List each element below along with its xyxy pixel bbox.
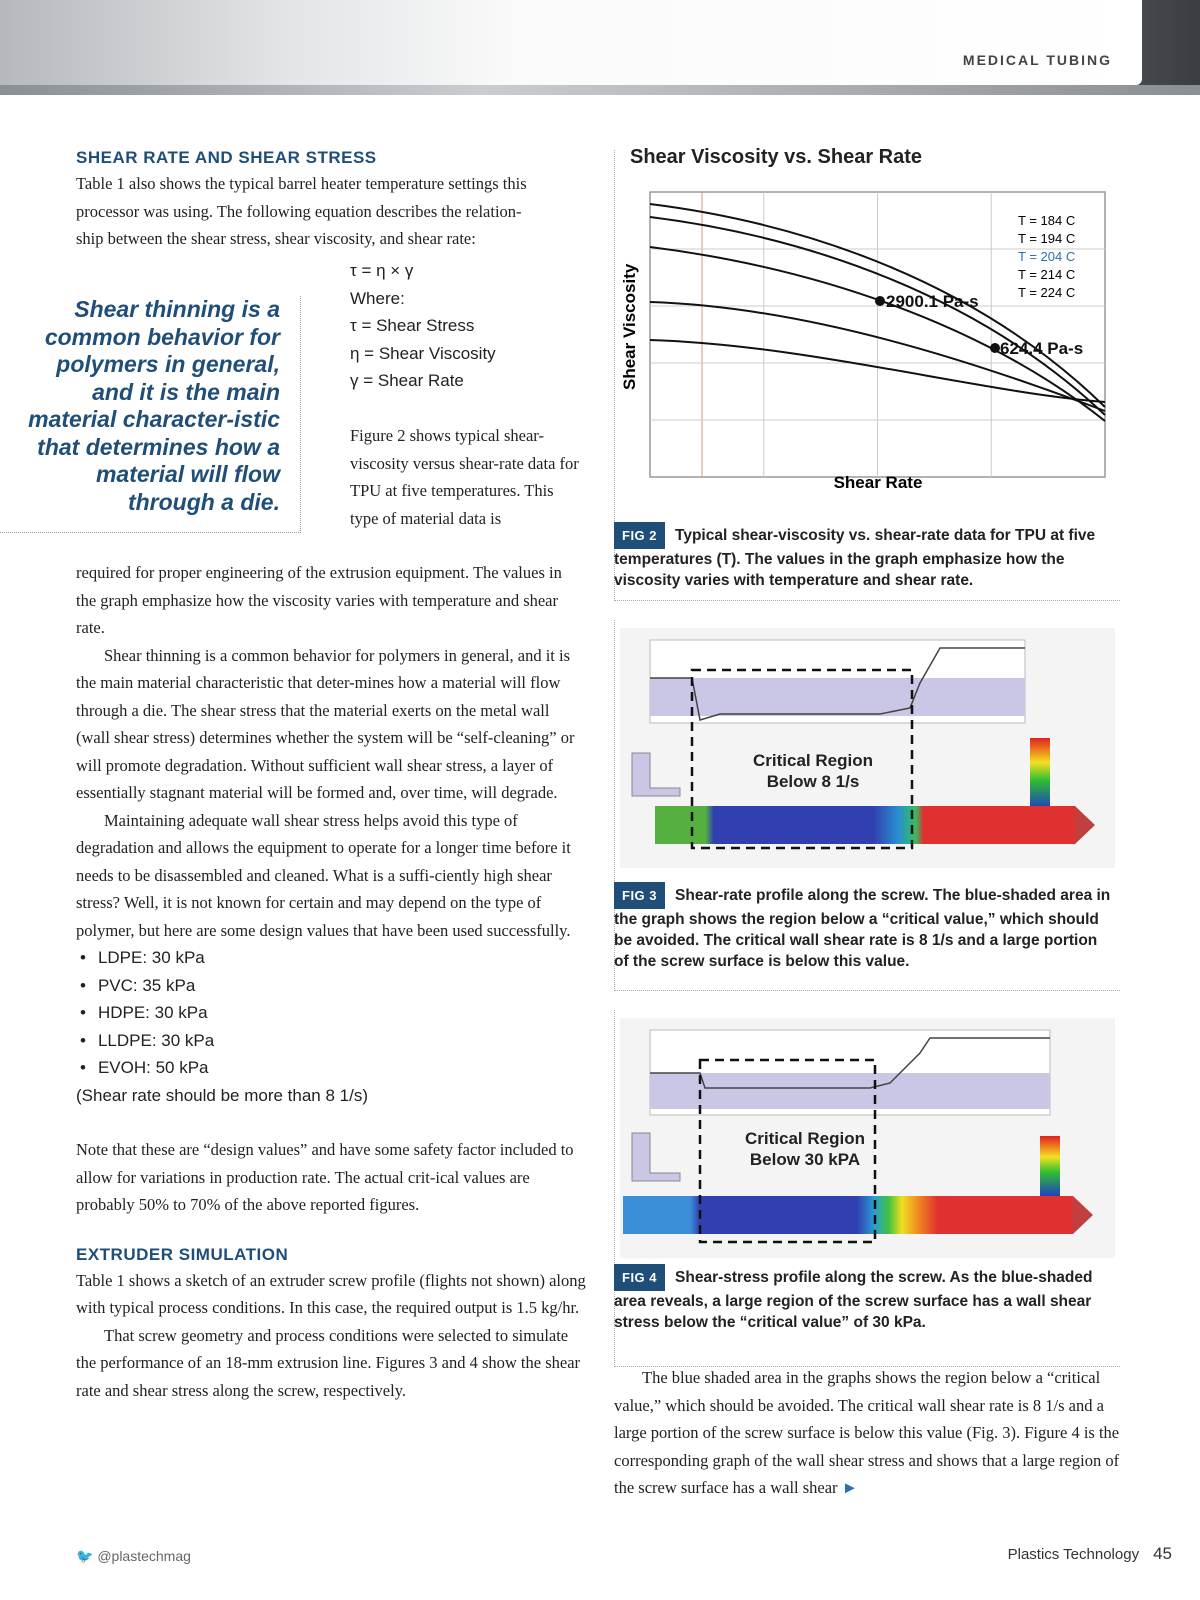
equation-block [350,257,590,395]
legend-label: T = 194 C [1018,231,1076,246]
handle-text: @plastechmag [97,1548,191,1564]
critical-band [650,678,1025,716]
right-paragraph [614,1364,1120,1502]
legend-label: T = 204 C [1018,249,1076,264]
paragraph-2: Shear thinning is a common behavior for polymers in general, and it is the main material characteristic that deter-mines how a material will flow through a die. The shear stress that the material exerts on the metal wall (wall shear stress) determines whether the system will be “self-cleaning” or will promote degradation. Without sufficient wall shear stress, a layer of essentially stagnant material will be formed and, over time, will degrade. [76,645,575,802]
fig3-critical-label: Critical Region Below 8 1/s [753,751,873,791]
viscosity-chart [620,180,1120,510]
legend-label: T = 224 C [1018,285,1076,300]
heading-extruder-simulation: EXTRUDER SIMULATION [76,1244,289,1264]
fig2-reference-text: Figure 2 shows typical shear-viscosity versus shear-rate data for TPU at five temperatures. This type of material data is [350,426,579,528]
header-rule [0,85,1200,95]
footer-right [1008,1544,1172,1564]
point-2900 [875,296,885,306]
list-item: • HDPE: 30 kPa [76,999,586,1027]
chart-title: Shear Viscosity vs. Shear Rate [630,146,923,168]
fig2-caption-text: Typical shear-viscosity vs. shear-rate data for TPU at five temperatures (T). The values in the graph emphasize how the viscosity varies with temperature and shear rate. [614,527,1096,589]
header-banner-inner [0,0,1142,85]
heading-shear-rate: SHEAR RATE AND SHEAR STRESS [76,148,377,167]
color-scale [1040,1136,1060,1196]
equation: τ = η × γ [350,261,414,280]
equation-tau: τ = Shear Stress [350,316,475,335]
annotation-2900: 2900.1 Pa-s [886,292,979,311]
section-label: MEDICAL TUBING [962,52,1112,68]
paragraph-1-continued: required for proper engineering of the extrusion equipment. The values in the graph emphasize how the viscosity varies with temperature and shear rate. [76,563,562,637]
fig3-tag: FIG 3 [614,882,665,909]
page-number: 45 [1153,1544,1172,1563]
point-624 [990,343,1000,353]
list-item: • EVOH: 50 kPa [76,1054,586,1082]
list-item: • PVC: 35 kPa [76,972,586,1000]
x-axis-label: Shear Rate [833,473,923,492]
fig2-tag: FIG 2 [614,522,665,549]
paragraph-4: Note that these are “design values” and have some safety factor included to allow for variations in production rate. The actual crit-ical values are probably 50% to 70% of the above reported figures. [76,1140,574,1214]
design-values-list [76,944,586,1082]
intro-line-1: Table 1 also shows the typical barrel heater temperature settings this [76,174,527,193]
twitter-handle [76,1548,191,1565]
list-item: • LLDPE: 30 kPa [76,1027,586,1055]
legend-label: T = 214 C [1018,267,1076,282]
twitter-icon: 🐦 [76,1548,94,1564]
fig4-caption-text: Shear-stress profile along the screw. As the blue-shaded area reveals, a large region of the screw surface has a wall shear stress below the “critical value” of 30 kPa. [614,1269,1093,1331]
fig2-caption [614,522,1114,591]
left-column [76,148,586,253]
paragraph-3: Maintaining adequate wall shear stress helps avoid this type of degradation and allows the equipment to operate for a longer time before it needs to be disassembled and cleaned. What is a suffi-ciently high shear stress? Well, it is not known for certain and may depend on the type of polymer, but here are some design values that have been used successfully. [76,810,571,940]
fig3-caption [614,882,1114,972]
fig4-caption [614,1264,1104,1333]
fig4-critical-label: Critical Region Below 30 kPA [745,1129,865,1169]
paragraph-5: Table 1 shows a sketch of an extruder screw profile (flights not shown) along with typical process conditions. In this case, the required output is 1.5 kg/hr. [76,1270,586,1317]
fig4-tag: FIG 4 [614,1264,665,1291]
pull-quote-box [0,296,301,533]
paragraph-6: That screw geometry and process conditions were selected to simulate the performance of an 18-mm extrusion line. Figures 3 and 4 show the shear rate and shear stress along the screw, respectively. [76,1325,581,1400]
color-scale [1030,738,1050,808]
screw-shear-stress [623,1196,1073,1234]
intro-line-3: ship between the shear stress, shear viscosity, and shear rate: [76,229,476,248]
right-body [614,1364,1120,1502]
fig3-caption-text: Shear-rate profile along the screw. The blue-shaded area in the graph shows the region below a “critical value,” which should be avoided. The critical wall shear rate is 8 1/s and a large portion of the screw surface is below this value. [614,887,1111,970]
list-item: • LDPE: 30 kPa [76,944,586,972]
annotation-624: 624.4 Pa-s [1000,339,1084,358]
right-paragraph-text: The blue shaded area in the graphs shows the region below a “critical value,” which should be avoided. The critical wall shear rate is 8 1/s and a large portion of the screw surface is below this value (Fig. 3). Figure 4 is the corresponding graph of the wall shear stress and shows that a large region of the screw surface has a wall shear [614,1368,1120,1497]
equation-eta: η = Shear Viscosity [350,343,496,363]
legend-label: T = 184 C [1018,213,1076,228]
screw-shear-rate [655,806,1075,844]
equation-gamma: γ = Shear Rate [350,371,464,390]
continue-arrow-icon: ► [841,1478,859,1497]
critical-band [650,1073,1050,1109]
equation-where: Where: [350,288,405,308]
fig3-simulation [620,628,1115,868]
intro-line-2: processor was using. The following equation describes the relation- [76,201,522,221]
y-axis-label: Shear Viscosity [620,263,639,390]
magazine-name: Plastics Technology [1007,1546,1140,1563]
pull-quote: Shear thinning is a common behavior for polymers in general, and it is the main material character-istic that determines how a material will flow through a die. [28,296,280,515]
shear-rate-note: (Shear rate should be more than 8 1/s) [76,1085,368,1105]
left-body [76,559,586,1404]
